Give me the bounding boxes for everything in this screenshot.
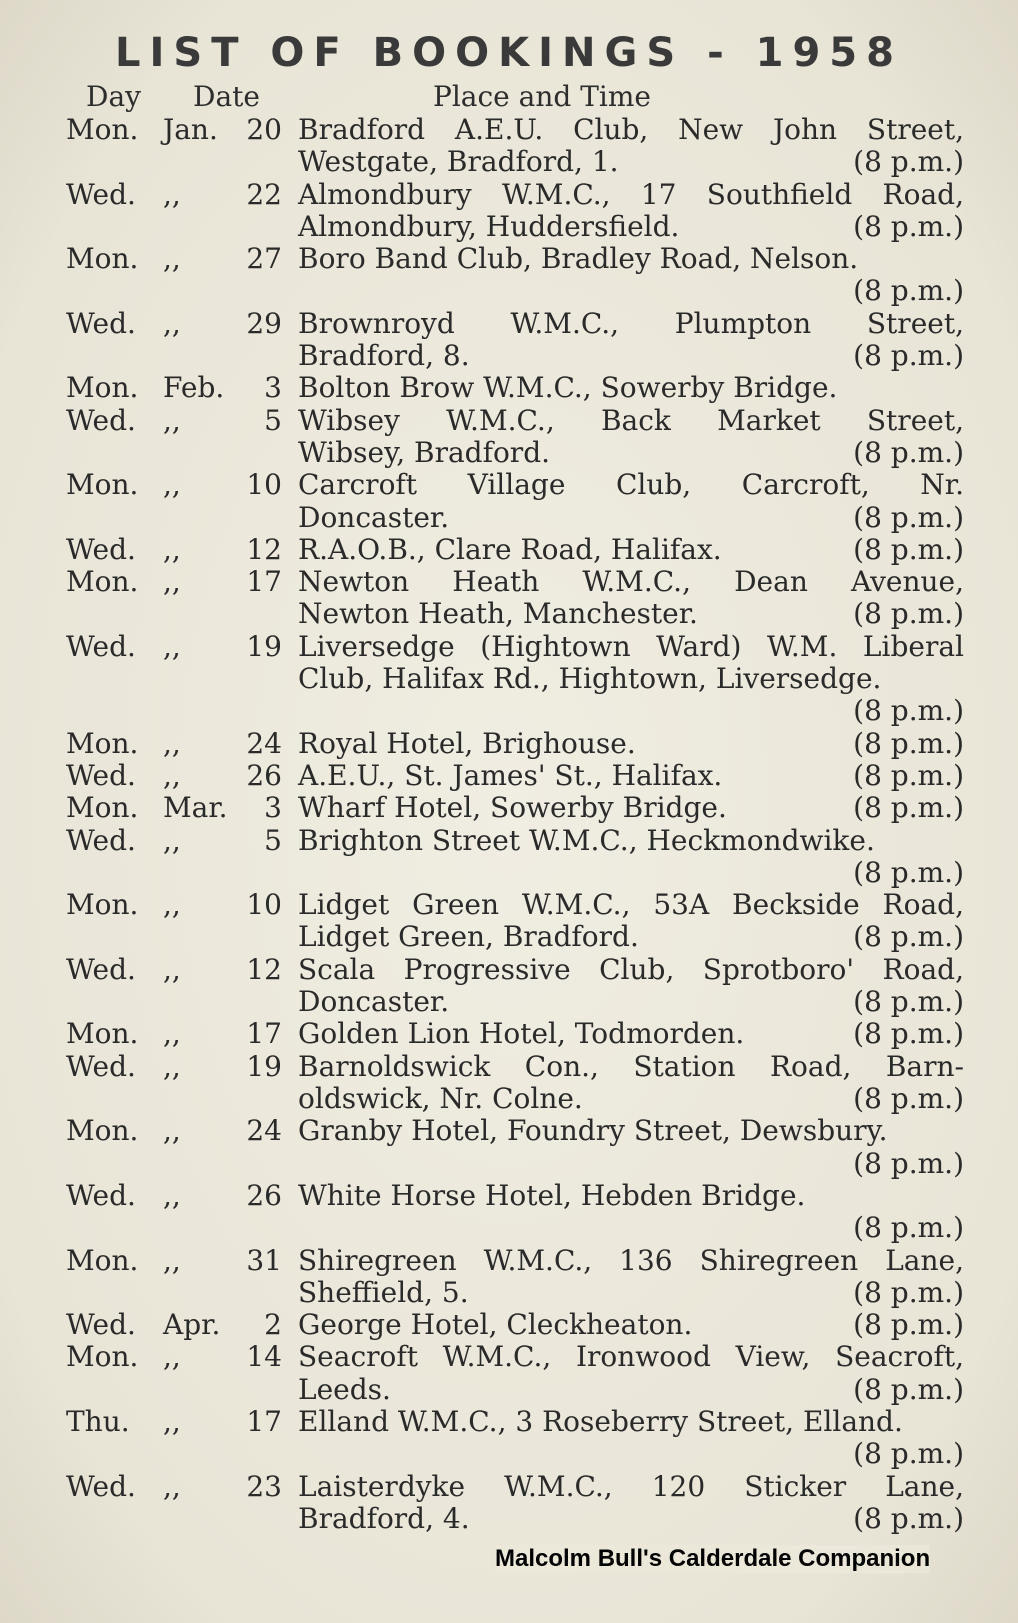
booking-day: Wed. [66, 952, 136, 986]
booking-month: Apr. [163, 1308, 221, 1342]
booking-time: (8 p.m.) [853, 1146, 964, 1180]
booking-place-line: Bolton Brow W.M.C., Sowerby Bridge. [298, 371, 838, 405]
booking-date: 24 [246, 726, 282, 760]
booking-time: (8 p.m.) [853, 1081, 964, 1115]
booking-month: ,, [163, 468, 181, 502]
booking-place-line: Club, Halifax Rd., Hightown, Liversedge. [298, 662, 882, 696]
booking-place-line: Leeds. [298, 1372, 391, 1406]
booking-date: 27 [246, 242, 282, 276]
booking-month: Feb. [163, 371, 225, 405]
booking-day: Wed. [66, 759, 136, 792]
booking-place-line: Seacroft W.M.C., Ironwood View, Seacroft, [298, 1340, 964, 1374]
booking-day: Wed. [66, 1469, 136, 1503]
booking-month: ,, [163, 242, 181, 276]
booking-day: Mon. [66, 1114, 139, 1148]
booking-time: (8 p.m.) [853, 1501, 964, 1535]
booking-place-line: A.E.U., St. James' St., Halifax. [298, 759, 723, 792]
booking-place-line: Wibsey W.M.C., Back Market Street, [298, 403, 964, 437]
booking-place-line: Bradford, 4. [298, 1501, 470, 1535]
booking-date: 17 [246, 565, 282, 599]
booking-date: 19 [246, 1049, 282, 1083]
booking-day: Mon. [66, 726, 139, 760]
booking-place-line: Royal Hotel, Brighouse. [298, 726, 636, 760]
booking-day: Mon. [66, 468, 139, 502]
booking-day: Mon. [66, 888, 139, 922]
booking-place-line: Doncaster. [298, 985, 450, 1019]
booking-date: 22 [246, 177, 282, 211]
booking-time: (8 p.m.) [853, 920, 964, 954]
booking-date: 2 [264, 1308, 282, 1342]
booking-time: (8 p.m.) [853, 985, 964, 1019]
booking-date: 19 [246, 629, 282, 663]
booking-month: ,, [163, 177, 181, 211]
booking-month: Mar. [163, 791, 228, 825]
booking-day: Mon. [66, 791, 139, 825]
booking-place-line: Almondbury W.M.C., 17 Southfield Road, [298, 177, 964, 211]
booking-place-line: Brighton Street W.M.C., Heckmondwike. [298, 823, 875, 857]
booking-date: 3 [264, 371, 282, 405]
booking-date: 23 [246, 1469, 282, 1503]
booking-time: (8 p.m.) [853, 1308, 964, 1342]
booking-place-line: Carcroft Village Club, Carcroft, Nr. [298, 468, 964, 502]
booking-time: (8 p.m.) [853, 1211, 964, 1245]
booking-day: Mon. [66, 1243, 139, 1277]
header-date: Date [193, 80, 260, 113]
booking-month: ,, [163, 759, 181, 792]
booking-date: 5 [264, 403, 282, 437]
booking-place-line: Wibsey, Bradford. [298, 435, 551, 469]
booking-time: (8 p.m.) [853, 1437, 964, 1471]
booking-time: (8 p.m.) [853, 791, 964, 825]
booking-date: 5 [264, 823, 282, 857]
booking-time: (8 p.m.) [853, 855, 964, 889]
booking-date: 29 [246, 306, 282, 340]
page-title: LIST OF BOOKINGS - 1958 [115, 30, 903, 76]
booking-day: Mon. [66, 1340, 139, 1374]
booking-month: ,, [163, 629, 181, 663]
booking-month: ,, [163, 1243, 181, 1277]
booking-date: 20 [246, 113, 282, 146]
booking-day: Wed. [66, 306, 136, 340]
booking-place-line: Sheffield, 5. [298, 1275, 469, 1309]
booking-date: 10 [246, 888, 282, 922]
booking-month: ,, [163, 726, 181, 760]
booking-place-line: Wharf Hotel, Sowerby Bridge. [298, 791, 727, 825]
booking-place-line: Liversedge (Hightown Ward) W.M. Liberal [298, 629, 964, 663]
booking-time: (8 p.m.) [853, 1275, 964, 1309]
booking-place-line: Granby Hotel, Foundry Street, Dewsbury. [298, 1114, 888, 1148]
booking-month: ,, [163, 565, 181, 599]
booking-day: Mon. [66, 242, 139, 276]
booking-date: 31 [246, 1243, 282, 1277]
booking-day: Wed. [66, 177, 136, 211]
booking-day: Mon. [66, 1017, 139, 1051]
booking-day: Wed. [66, 1049, 136, 1083]
booking-time: (8 p.m.) [853, 1017, 964, 1051]
booking-place-line: Shiregreen W.M.C., 136 Shiregreen Lane, [298, 1243, 964, 1277]
booking-time: (8 p.m.) [853, 726, 964, 760]
booking-time: (8 p.m.) [853, 339, 964, 373]
booking-place-line: Newton Heath W.M.C., Dean Avenue, [298, 565, 964, 599]
booking-month: ,, [163, 823, 181, 857]
booking-date: 17 [246, 1405, 282, 1438]
booking-time: (8 p.m.) [853, 1372, 964, 1406]
header-day: Day [86, 80, 141, 113]
booking-month: ,, [163, 1049, 181, 1083]
booking-month: ,, [163, 532, 181, 566]
booking-day: Wed. [66, 629, 136, 663]
booking-date: 14 [246, 1340, 282, 1374]
booking-time: (8 p.m.) [853, 209, 964, 243]
booking-day: Mon. [66, 113, 139, 146]
booking-month: ,, [163, 1469, 181, 1503]
booking-place-line: Lidget Green, Bradford. [298, 920, 639, 954]
booking-place-line: Elland W.M.C., 3 Roseberry Street, Elland. [298, 1405, 903, 1438]
booking-month: ,, [163, 1114, 181, 1148]
booking-month: ,, [163, 1340, 181, 1374]
watermark: Malcolm Bull's Calderdale Companion [495, 1545, 931, 1572]
booking-day: Wed. [66, 1178, 136, 1212]
booking-month: ,, [163, 952, 181, 986]
booking-month: ,, [163, 888, 181, 922]
booking-month: ,, [163, 306, 181, 340]
booking-month: ,, [163, 1178, 181, 1212]
booking-day: Mon. [66, 565, 139, 599]
booking-place-line: Golden Lion Hotel, Todmorden. [298, 1017, 745, 1051]
booking-date: 24 [246, 1114, 282, 1148]
booking-month: Jan. [163, 113, 218, 146]
booking-time: (8 p.m.) [853, 274, 964, 308]
booking-place-line: White Horse Hotel, Hebden Bridge. [298, 1178, 806, 1212]
booking-day: Wed. [66, 1308, 136, 1342]
booking-time: (8 p.m.) [853, 500, 964, 534]
booking-place-line: Laisterdyke W.M.C., 120 Sticker Lane, [298, 1469, 964, 1503]
booking-time: (8 p.m.) [853, 759, 964, 792]
booking-place-line: Doncaster. [298, 500, 450, 534]
booking-time: (8 p.m.) [853, 597, 964, 631]
booking-time: (8 p.m.) [853, 435, 964, 469]
header-place: Place and Time [433, 80, 651, 113]
booking-place-line: Bradford, 8. [298, 339, 470, 373]
booking-date: 10 [246, 468, 282, 502]
booking-date: 12 [246, 532, 282, 566]
booking-place-line: Brownroyd W.M.C., Plumpton Street, [298, 306, 964, 340]
booking-date: 17 [246, 1017, 282, 1051]
booking-date: 26 [246, 1178, 282, 1212]
booking-place-line: R.A.O.B., Clare Road, Halifax. [298, 532, 722, 566]
booking-month: ,, [163, 1017, 181, 1051]
booking-day: Thu. [66, 1405, 130, 1438]
booking-place-line: oldswick, Nr. Colne. [298, 1081, 583, 1115]
booking-date: 3 [264, 791, 282, 825]
booking-month: ,, [163, 403, 181, 437]
booking-place-line: Newton Heath, Manchester. [298, 597, 698, 631]
booking-place-line: Boro Band Club, Bradley Road, Nelson. [298, 242, 859, 276]
booking-month: ,, [163, 1405, 181, 1438]
booking-time: (8 p.m.) [853, 532, 964, 566]
booking-day: Mon. [66, 371, 139, 405]
booking-day: Wed. [66, 823, 136, 857]
booking-place-line: Bradford A.E.U. Club, New John Street, [298, 113, 964, 146]
booking-place-line: Scala Progressive Club, Sprotboro' Road, [298, 952, 964, 986]
booking-place-line: Almondbury, Huddersfield. [298, 209, 680, 243]
booking-date: 26 [246, 759, 282, 792]
booking-time: (8 p.m.) [853, 694, 964, 728]
booking-place-line: Lidget Green W.M.C., 53A Beckside Road, [298, 888, 964, 922]
booking-day: Wed. [66, 403, 136, 437]
booking-day: Wed. [66, 532, 136, 566]
booking-time: (8 p.m.) [853, 145, 964, 179]
booking-date: 12 [246, 952, 282, 986]
booking-place-line: Westgate, Bradford, 1. [298, 145, 619, 179]
booking-place-line: George Hotel, Cleckheaton. [298, 1308, 693, 1342]
booking-place-line: Barnoldswick Con., Station Road, Barn- [298, 1049, 964, 1083]
